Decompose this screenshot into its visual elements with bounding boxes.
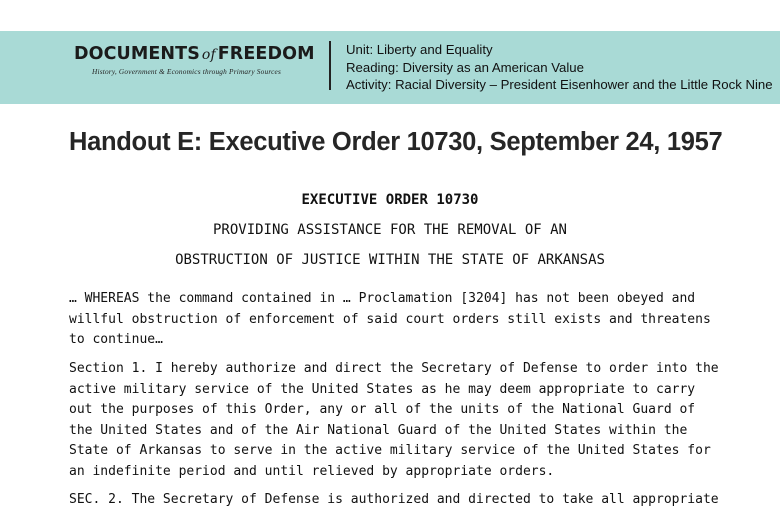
paragraph-line: … WHEREAS the command contained in … Proclamation [3204] has not been obeyed and: [69, 291, 696, 306]
paragraph-line: to continue…: [69, 332, 163, 347]
paragraph-line: the United States and of the Air National Guard of the United States within the: [69, 422, 688, 438]
brand-word-of: of: [201, 47, 216, 63]
brand-title: [74, 44, 314, 64]
section-2-paragraph: [69, 490, 729, 511]
activity-label: Activity: Racial Diversity – President Eisenhower and the Little Rock Nine: [346, 77, 773, 92]
reading-label: Reading: Diversity as an American Value: [346, 59, 584, 75]
brand-logo: [74, 44, 314, 76]
unit-label: Unit: Liberty and Equality: [346, 42, 493, 57]
order-subheading-line2: OBSTRUCTION OF JUSTICE WITHIN THE STATE OF ARKANSAS: [175, 252, 605, 268]
header-banner: [0, 31, 780, 104]
paragraph-line: State of Arkansas to serve in the active military service of the United States for: [69, 443, 711, 458]
order-subheading-line1: PROVIDING ASSISTANCE FOR THE REMOVAL OF AN: [212, 222, 567, 238]
paragraph-line: out the purposes of this Order, any or all of the units of the National Guard of: [69, 402, 696, 417]
paragraph-line: Section 1. I hereby authorize and direct the Secretary of Defense to order into the: [69, 361, 719, 376]
brand-word-freedom: FREEDOM: [217, 44, 315, 64]
section-1-paragraph: [69, 359, 729, 482]
paragraph-line: SEC. 2. The Secretary of Defense is authorized and directed to take all appropriate: [69, 492, 719, 507]
paragraph-line: active military service of the United States as he may deem appropriate to carry: [69, 381, 696, 397]
paragraph-line: willful obstruction of enforcement of said court orders still exists and threatens: [69, 311, 711, 327]
paragraph-line: an indefinite period and until relieved by appropriate orders.: [69, 463, 555, 479]
header-divider: [329, 41, 331, 90]
header-meta: [346, 41, 773, 94]
brand-word-documents: DOCUMENTS: [74, 44, 200, 64]
order-heading: EXECUTIVE ORDER 10730: [301, 192, 479, 208]
whereas-paragraph: [69, 289, 729, 351]
handout-title: Handout E: Executive Order 10730, September 24, 1957: [69, 128, 723, 156]
brand-subtitle: History, Government & Economics through Primary Sources: [92, 67, 282, 76]
